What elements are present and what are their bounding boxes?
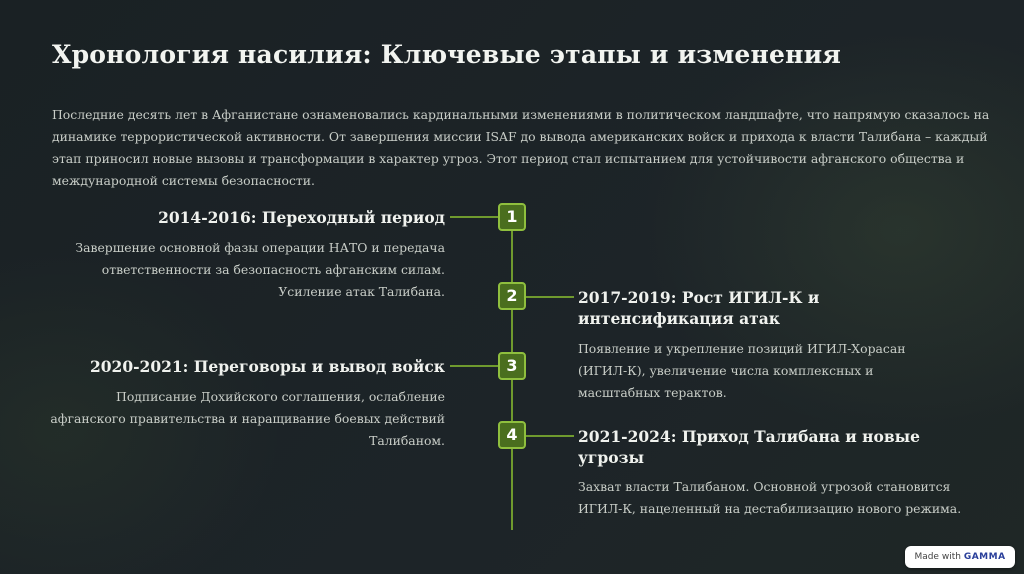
- timeline-description-1: Завершение основной фазы операции НАТО и передача ответственности за безопасность афганским силам. Усиление атак Талибана.: [75, 240, 445, 299]
- timeline-heading-2: 2017-2019: Рост ИГИЛ-К и интенсификация атак: [578, 288, 820, 328]
- timeline-heading-1: 2014-2016: Переходный период: [158, 208, 445, 227]
- timeline-heading-3: 2020-2021: Переговоры и вывод войск: [89, 357, 445, 376]
- made-with-gamma-badge[interactable]: [905, 546, 1015, 568]
- page-title: Хронология насилия: Ключевые этапы и изменения: [52, 40, 841, 69]
- gamma-logo: GAMMA: [963, 552, 1006, 562]
- timeline-node-4: 4: [498, 421, 526, 449]
- connector-3: [450, 365, 498, 367]
- badge-prefix: Made with: [914, 552, 961, 562]
- timeline-heading-4: 2021-2024: Приход Талибана и новые угрозы: [578, 427, 921, 467]
- connector-1: [450, 216, 498, 218]
- connector-2: [526, 296, 574, 298]
- timeline-description-4: Захват власти Талибаном. Основной угрозой становится ИГИЛ-К, нацеленный на дестабилизацию нового режима.: [578, 479, 962, 516]
- timeline-node-2: 2: [498, 282, 526, 310]
- intro-paragraph: Последние десять лет в Афганистане ознаменовались кардинальными изменениями в политическом ландшафте, что напрямую сказалось на динамике террористической активности. От завершения миссии ISAF до вывода американских войск и прихода к власти Талибана – каждый этап приносил новые вызовы и трансформации в характер угроз. Этот период стал испытанием для устойчивости афганского общества и международной системы безопасности.: [52, 107, 990, 188]
- timeline-description-2: Появление и укрепление позиций ИГИЛ-Хорасан (ИГИЛ-К), увеличение числа комплексных и масштабных терактов.: [578, 341, 906, 400]
- timeline-line: [511, 230, 513, 530]
- timeline-description-3: Подписание Дохийского соглашения, ослабление афганского правительства и наращивание боевых действий Талибаном.: [50, 389, 445, 448]
- timeline-node-1: 1: [498, 203, 526, 231]
- connector-4: [526, 435, 574, 437]
- timeline-node-3: 3: [498, 352, 526, 380]
